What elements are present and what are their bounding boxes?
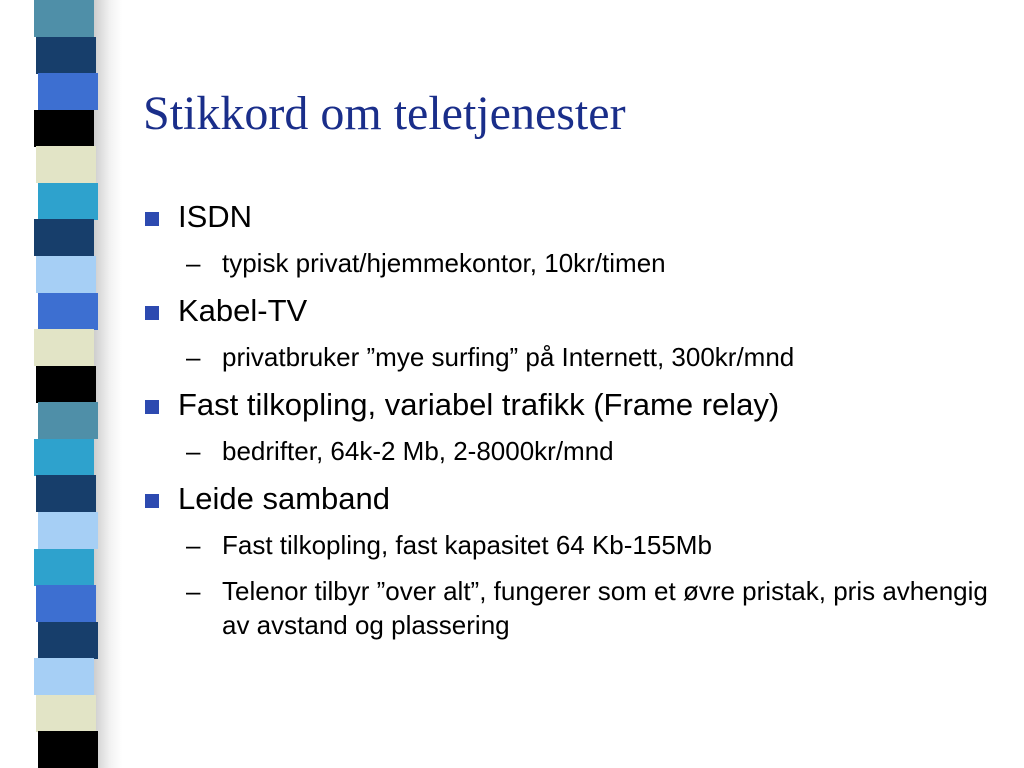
stripe-band <box>36 37 96 74</box>
stripe-band <box>36 256 96 293</box>
decorative-stripe-column <box>0 0 122 768</box>
slide-content <box>140 198 1000 654</box>
dash-marker: – <box>186 576 201 606</box>
dash-marker: – <box>186 342 201 372</box>
stripe-band <box>34 0 94 37</box>
slide-title: Stikkord om teletjenester <box>143 87 626 140</box>
stripe-band <box>36 695 96 732</box>
stripe-band <box>38 402 98 439</box>
bullet-isdn <box>140 198 1000 236</box>
stripe-band <box>34 219 94 256</box>
sub-bullet <box>140 528 1000 562</box>
bullet-text: Leide samband <box>178 481 390 516</box>
sub-bullet <box>140 340 1000 374</box>
sub-bullet-text: typisk privat/hjemmekontor, 10kr/timen <box>222 248 666 278</box>
square-bullet-icon <box>145 306 159 320</box>
square-bullet-icon <box>145 494 159 508</box>
stripe-band <box>38 512 98 549</box>
stripe-band <box>34 658 94 695</box>
stripe-band <box>34 110 94 147</box>
sub-bullet-text: bedrifter, 64k-2 Mb, 2-8000kr/mnd <box>222 436 614 466</box>
bullet-text: Kabel-TV <box>178 293 308 328</box>
stripe-band <box>34 329 94 366</box>
bullet-leide-samband <box>140 480 1000 518</box>
bullet-text: ISDN <box>178 199 253 234</box>
stripe-band <box>38 293 98 330</box>
stripe-band <box>38 183 98 220</box>
sub-bullet <box>140 574 1000 642</box>
dash-marker: – <box>186 248 201 278</box>
stripe-band <box>36 585 96 622</box>
stripe-band <box>38 73 98 110</box>
sub-bullet <box>140 434 1000 468</box>
square-bullet-icon <box>145 212 159 226</box>
bullet-text: Fast tilkopling, variabel trafikk (Frame relay) <box>178 387 780 422</box>
stripe-band <box>36 146 96 183</box>
stripe-band <box>36 366 96 403</box>
bullet-fast-tilkopling <box>140 386 1000 424</box>
stripe-band <box>36 475 96 512</box>
sub-bullet-text: privatbruker ”mye surfing” på Internett, 300kr/mnd <box>222 342 795 372</box>
dash-marker: – <box>186 530 201 560</box>
sub-bullet-text: Telenor tilbyr ”over alt”, fungerer som et øvre pristak, pris avhengig av avstand og plassering <box>222 576 988 640</box>
stripe-band <box>38 731 98 768</box>
stripe-band <box>34 549 94 586</box>
sub-bullet-text: Fast tilkopling, fast kapasitet 64 Kb-155Mb <box>222 530 712 560</box>
square-bullet-icon <box>145 400 159 414</box>
stripe-band <box>34 439 94 476</box>
dash-marker: – <box>186 436 201 466</box>
stripe-band <box>38 622 98 659</box>
sub-bullet <box>140 246 1000 280</box>
bullet-kabel-tv <box>140 292 1000 330</box>
